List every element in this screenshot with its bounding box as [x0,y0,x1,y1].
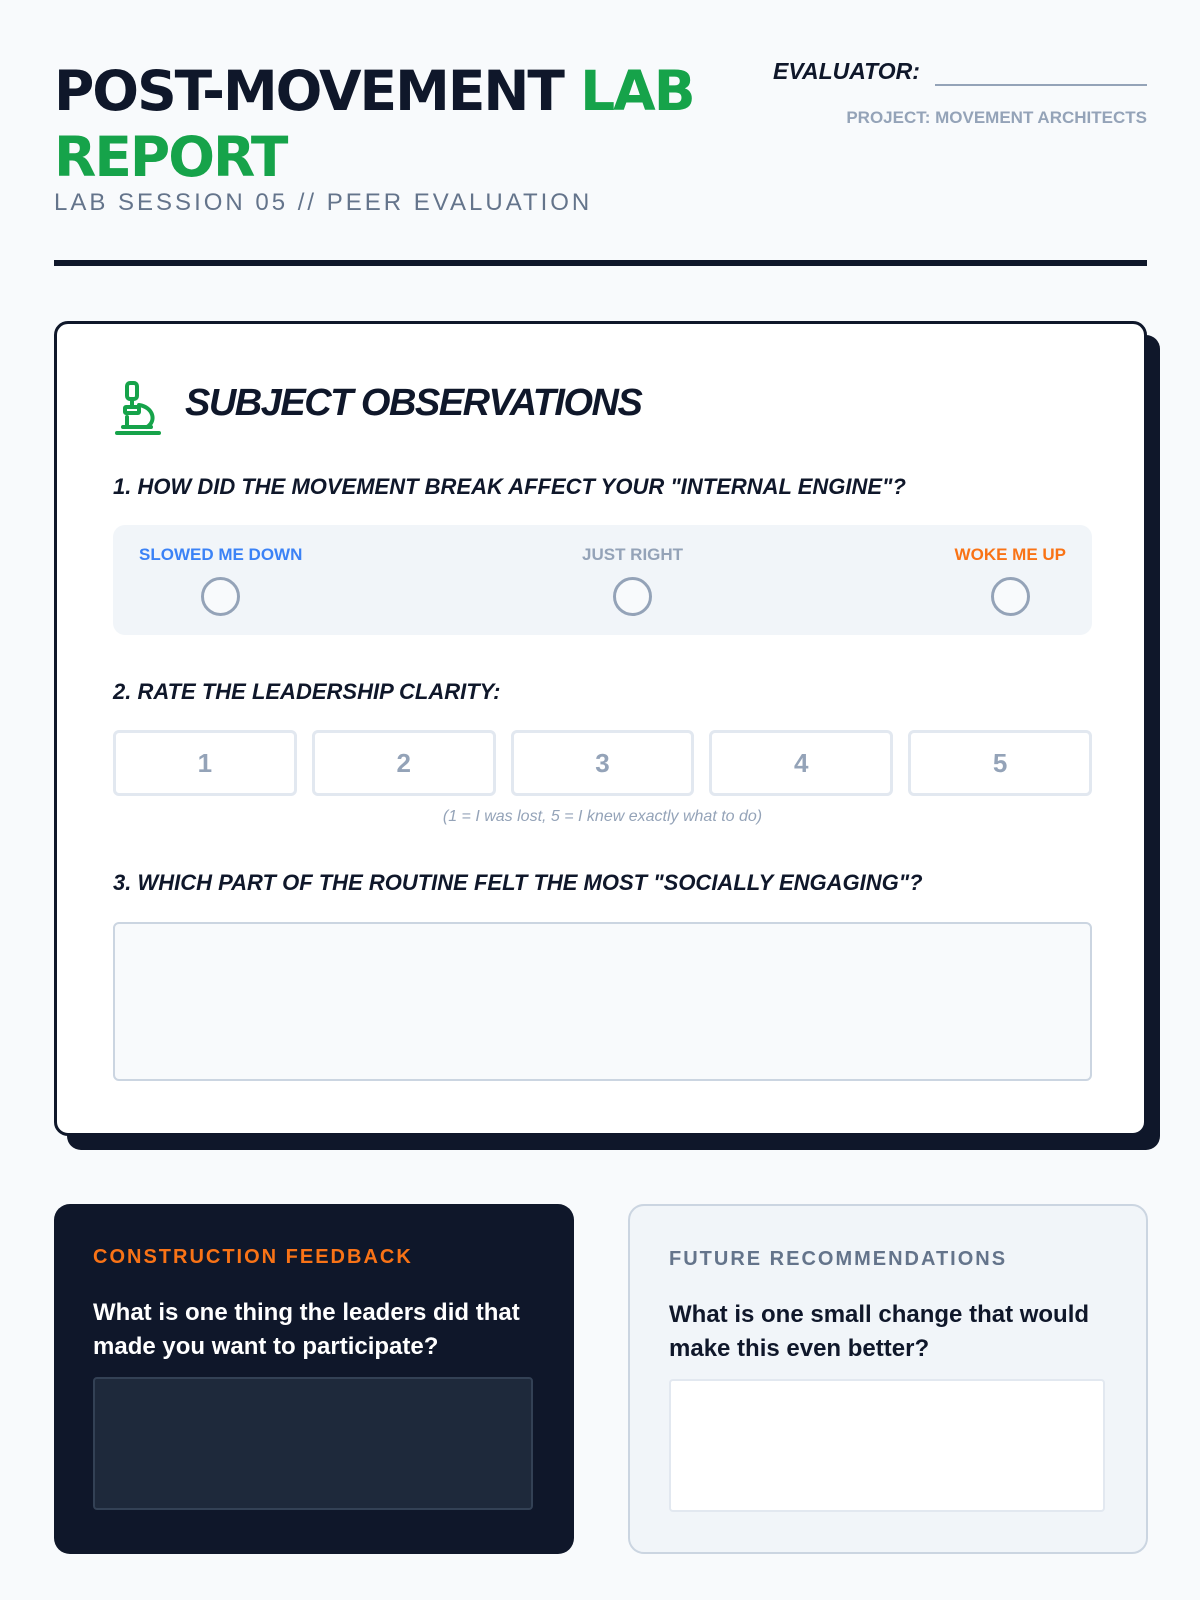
recommendations-heading: FUTURE RECOMMENDATIONS [669,1248,1008,1270]
social-engagement-answer-field[interactable] [113,922,1092,1081]
feedback-answer-field[interactable] [93,1377,533,1510]
rating-4-button[interactable]: 4 [709,730,893,796]
subject-observations-card [54,321,1147,1136]
radio-just-right[interactable] [613,577,652,616]
question-3: 3. WHICH PART OF THE ROUTINE FELT THE MOST "SOCIALLY ENGAGING"? [113,870,923,895]
option-just-right[interactable] [582,545,683,616]
evaluator-label: EVALUATOR: [773,58,920,84]
recommendations-answer-field[interactable] [669,1379,1105,1512]
construction-feedback-panel [54,1204,574,1554]
option-slowed-me-down[interactable] [139,545,302,616]
project-label: PROJECT: MOVEMENT ARCHITECTS [846,108,1147,127]
rating-5-button[interactable]: 5 [908,730,1092,796]
page-title [54,58,774,190]
option-label: SLOWED ME DOWN [139,545,303,564]
title-part-2: LAB [580,59,694,123]
microscope-icon [113,379,161,435]
option-label: WOKE ME UP [954,545,1066,564]
rating-1-button[interactable]: 1 [113,730,297,796]
question-2: 2. RATE THE LEADERSHIP CLARITY: [113,679,501,704]
section-title: SUBJECT OBSERVATIONS [185,382,642,424]
feedback-heading: CONSTRUCTION FEEDBACK [93,1246,413,1268]
feedback-question: What is one thing the leaders did that made you want to participate? [93,1299,520,1360]
leadership-rating [113,730,1092,796]
radio-woke-me-up[interactable] [991,577,1030,616]
rating-2-button[interactable]: 2 [312,730,496,796]
title-part-3: REPORT [54,125,287,189]
option-label: JUST RIGHT [582,545,684,564]
option-woke-me-up[interactable] [955,545,1066,616]
recommendations-question: What is one small change that would make this even better? [669,1301,1090,1362]
page-subtitle: LAB SESSION 05 // PEER EVALUATION [54,189,593,216]
radio-slowed-me-down[interactable] [201,577,240,616]
header-divider [54,260,1147,266]
evaluator-field[interactable] [935,84,1147,86]
rating-scale-note: (1 = I was lost, 5 = I knew exactly what to do) [442,808,763,825]
engine-scale [113,525,1092,635]
question-1: 1. HOW DID THE MOVEMENT BREAK AFFECT YOUR "INTERNAL ENGINE"? [113,474,906,499]
future-recommendations-panel [628,1204,1148,1554]
title-part-1: POST-MOVEMENT [54,59,563,123]
rating-3-button[interactable]: 3 [511,730,695,796]
